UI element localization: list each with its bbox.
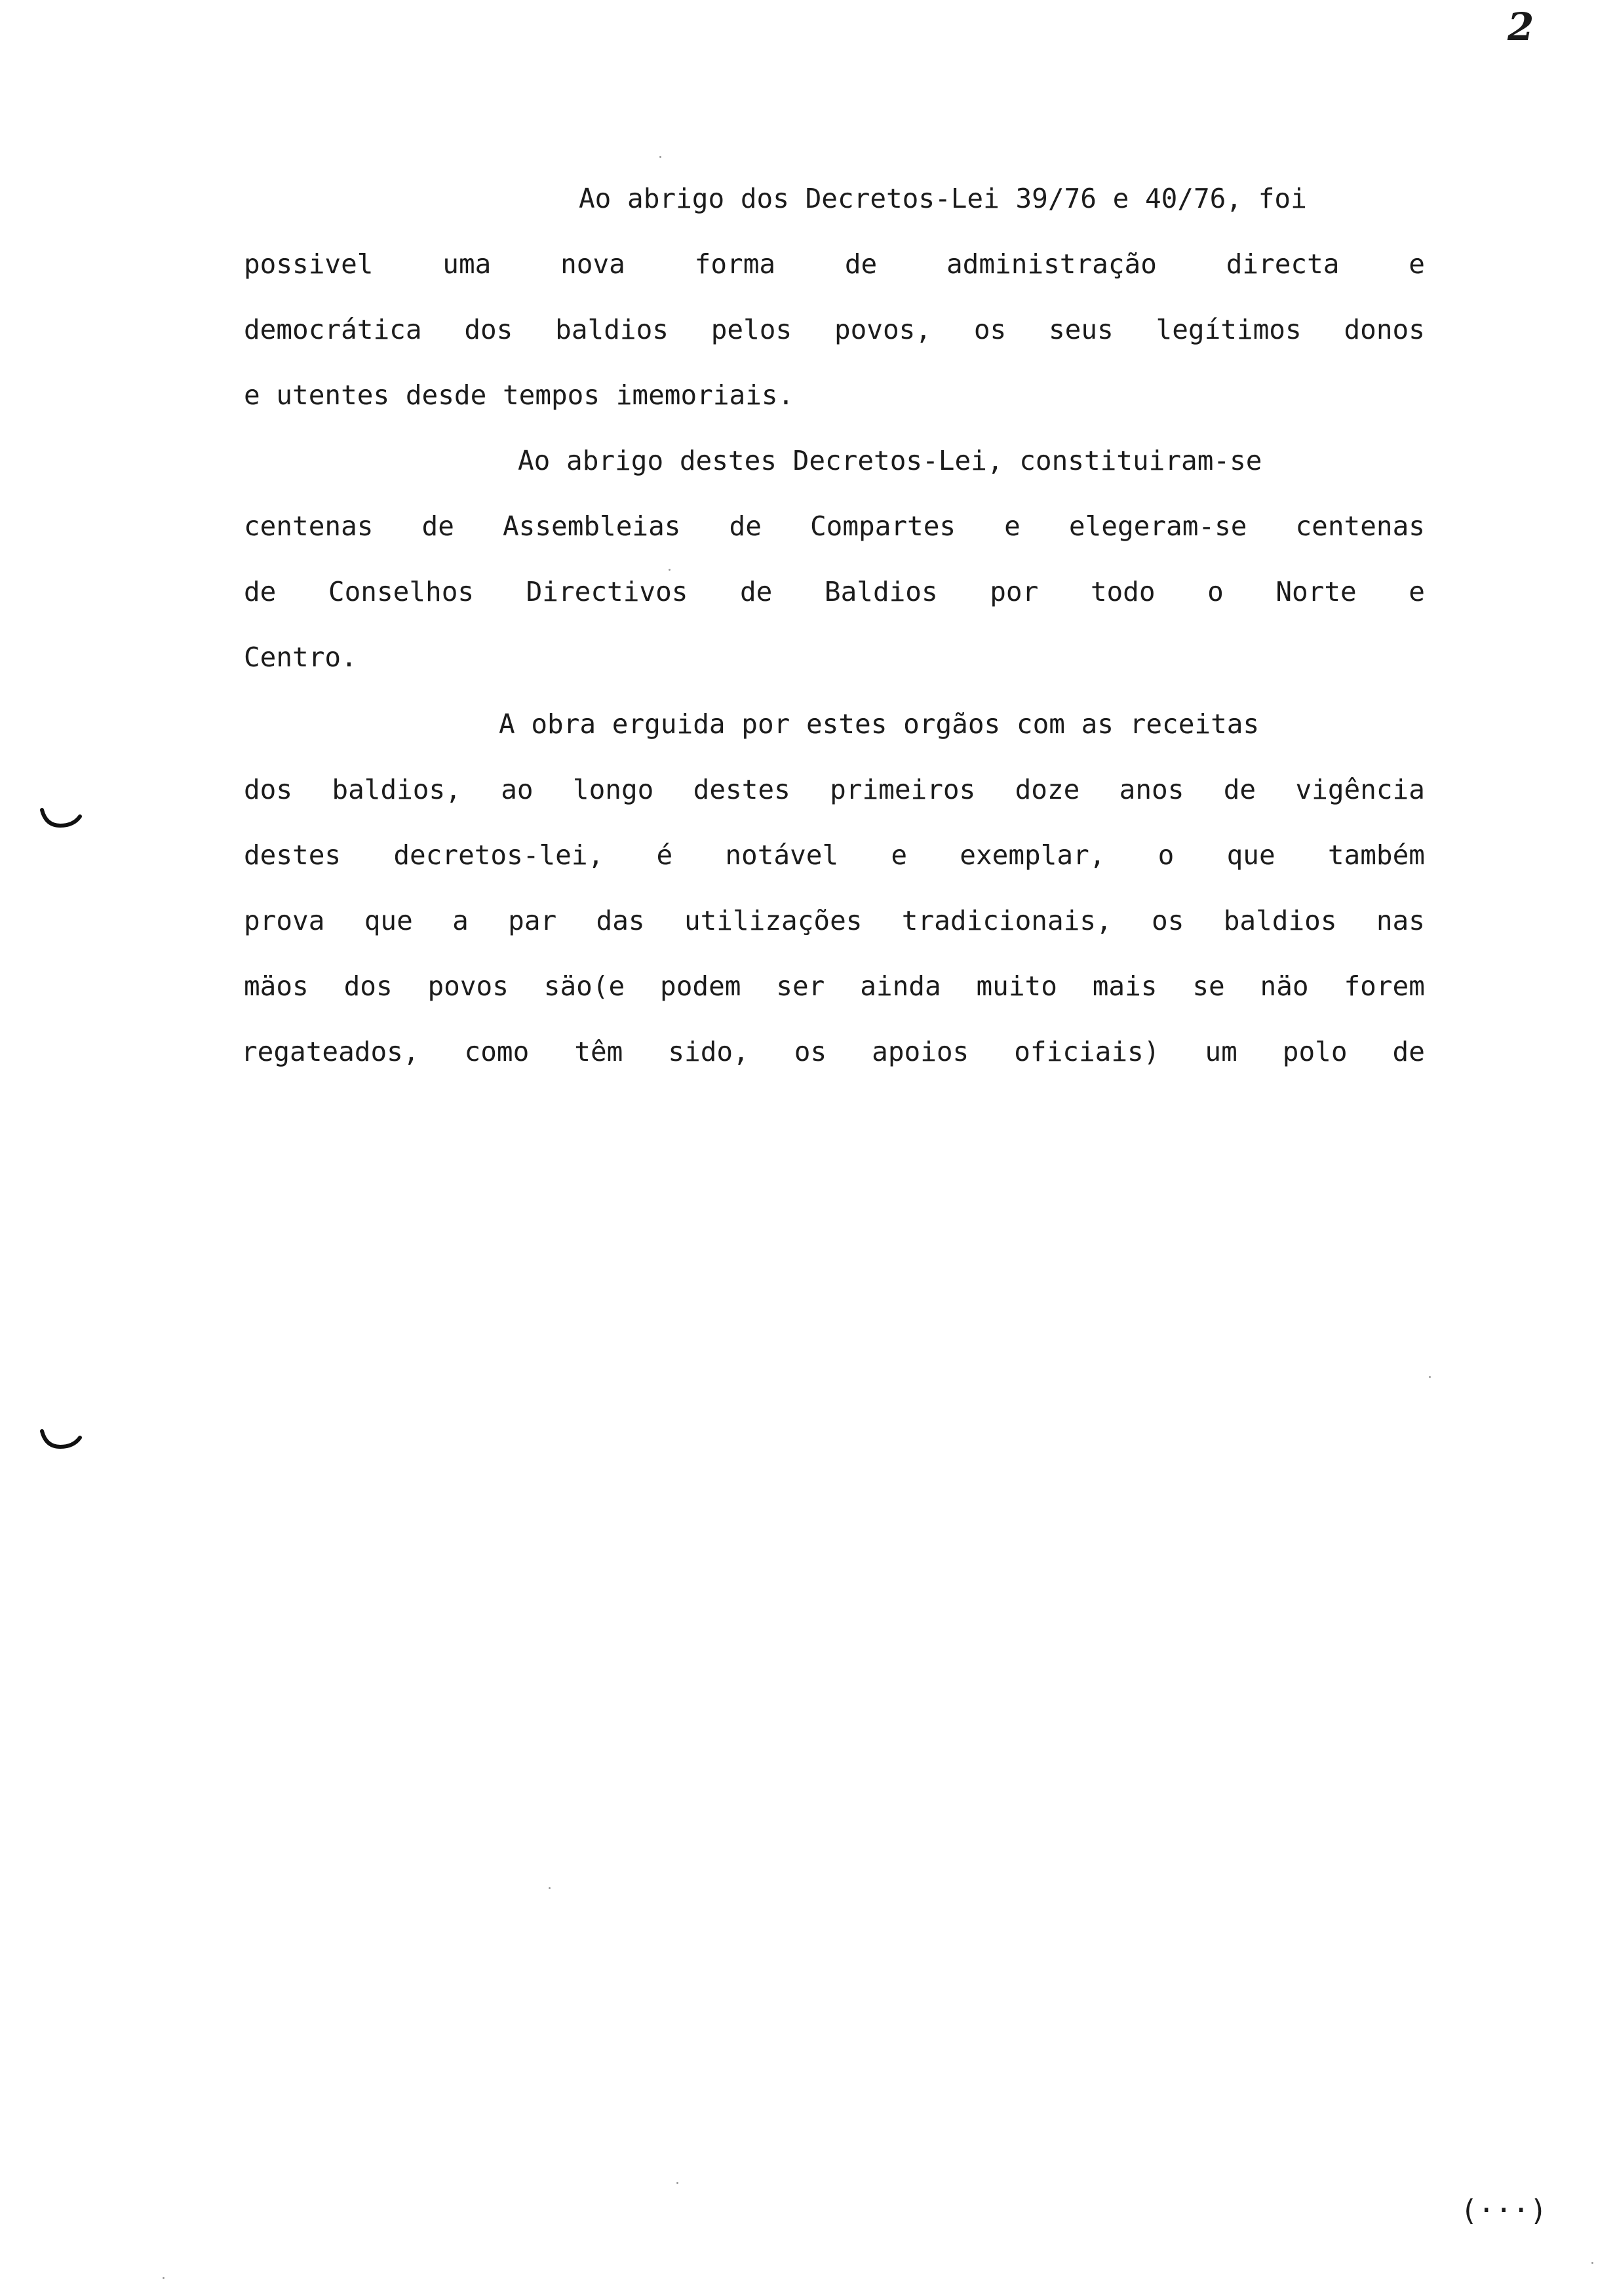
word: que xyxy=(364,905,413,936)
word: povos, xyxy=(834,314,932,345)
word: mais xyxy=(1092,970,1158,1002)
word: como xyxy=(464,1036,530,1067)
scan-speck xyxy=(659,156,661,158)
word: primeiros xyxy=(830,774,976,805)
word: utilizações xyxy=(684,905,863,936)
word: que xyxy=(1226,839,1275,871)
punch-hole-mark-bottom xyxy=(38,1427,84,1453)
word: longo xyxy=(572,774,654,805)
word: o xyxy=(1207,576,1224,607)
word: o xyxy=(1158,839,1175,871)
paragraph-1-line-2 xyxy=(244,244,1425,284)
word: nas xyxy=(1376,905,1425,936)
paragraph-1-line-3 xyxy=(244,310,1425,349)
word: nova xyxy=(560,248,625,280)
word: Conselhos xyxy=(328,576,475,607)
word: Baldios xyxy=(824,576,938,607)
word: ao xyxy=(501,774,534,805)
paragraph-3-line-1: A obra erguida por estes orgãos com as receitas xyxy=(499,708,1260,740)
word: das xyxy=(596,905,645,936)
scan-speck xyxy=(549,1887,551,1889)
word: todo xyxy=(1090,576,1156,607)
word: baldios, xyxy=(332,774,461,805)
paragraph-3-line-5 xyxy=(244,966,1425,1006)
word: democrática xyxy=(244,314,422,345)
word: Directivos xyxy=(526,576,688,607)
word: a xyxy=(452,905,469,936)
word: exemplar, xyxy=(960,839,1106,871)
word: também xyxy=(1327,839,1425,871)
word: Assembleias xyxy=(502,510,681,542)
word: de xyxy=(1392,1036,1425,1067)
scan-speck xyxy=(676,2182,678,2184)
word: de xyxy=(739,576,773,607)
word: elegeram-se xyxy=(1068,510,1247,542)
word: Norte xyxy=(1275,576,1357,607)
word: de xyxy=(844,248,878,280)
word: doze xyxy=(1015,774,1080,805)
word: prova xyxy=(244,905,325,936)
word: donos xyxy=(1344,314,1425,345)
word: regateados, xyxy=(241,1036,419,1067)
word: näo xyxy=(1260,970,1309,1002)
word: notável xyxy=(725,839,839,871)
word: um xyxy=(1205,1036,1237,1067)
word: podem xyxy=(660,970,741,1002)
word: ainda xyxy=(860,970,941,1002)
word: destes xyxy=(244,839,341,871)
word: par xyxy=(508,905,557,936)
word: povos xyxy=(427,970,509,1002)
paragraph-1-line-1: Ao abrigo dos Decretos-Lei 39/76 e 40/76, foi xyxy=(579,183,1307,214)
word: os xyxy=(794,1036,827,1067)
word: forma xyxy=(694,248,776,280)
word: seus xyxy=(1048,314,1114,345)
word: säo(e xyxy=(543,970,625,1002)
paragraph-1-line-4: e utentes desde tempos imemoriais. xyxy=(244,379,794,411)
word: muito xyxy=(976,970,1057,1002)
word: de xyxy=(1223,774,1256,805)
word: decretos-lei, xyxy=(393,839,604,871)
continued-marker: (···) xyxy=(1460,2194,1547,2227)
paragraph-3-line-2 xyxy=(244,770,1425,809)
word: os xyxy=(973,314,1007,345)
word: Compartes xyxy=(809,510,956,542)
word: de xyxy=(729,510,762,542)
paragraph-3-line-6 xyxy=(241,1032,1425,1071)
paragraph-2-line-1: Ao abrigo destes Decretos-Lei, constituiram-se xyxy=(518,445,1262,476)
word: os xyxy=(1152,905,1184,936)
word: centenas xyxy=(244,510,374,542)
scan-speck xyxy=(1429,1376,1431,1378)
word: e xyxy=(891,839,908,871)
word: de xyxy=(421,510,454,542)
word: baldios xyxy=(555,314,669,345)
word: administração xyxy=(946,248,1157,280)
word: baldios xyxy=(1223,905,1337,936)
page-number: 2 xyxy=(1508,5,1534,49)
word: vigência xyxy=(1295,774,1425,805)
word: anos xyxy=(1119,774,1184,805)
paragraph-2-line-4: Centro. xyxy=(244,641,357,673)
word: é xyxy=(656,839,673,871)
word: pelos xyxy=(710,314,792,345)
paragraph-2-line-2 xyxy=(244,507,1425,546)
word: dos xyxy=(343,970,393,1002)
word: directa xyxy=(1226,248,1340,280)
paragraph-3-line-3 xyxy=(244,835,1425,875)
word: têm xyxy=(574,1036,623,1067)
word: por xyxy=(990,576,1039,607)
word: dos xyxy=(244,774,293,805)
word: se xyxy=(1192,970,1225,1002)
word: polo xyxy=(1282,1036,1348,1067)
word: oficiais) xyxy=(1014,1036,1160,1067)
word: dos xyxy=(464,314,513,345)
word: forem xyxy=(1344,970,1425,1002)
paragraph-2-line-3 xyxy=(244,572,1425,611)
word: mäos xyxy=(244,970,309,1002)
paragraph-3-line-4 xyxy=(244,901,1425,940)
word: possivel xyxy=(244,248,374,280)
word: ser xyxy=(776,970,825,1002)
word: sido, xyxy=(668,1036,749,1067)
word: e xyxy=(1004,510,1021,542)
scan-speck xyxy=(1591,2262,1593,2264)
scan-speck xyxy=(163,2277,165,2279)
scan-speck xyxy=(669,569,671,571)
word: de xyxy=(244,576,277,607)
word: apoios xyxy=(872,1036,969,1067)
word: destes xyxy=(693,774,790,805)
word: e xyxy=(1409,248,1425,280)
word: centenas xyxy=(1295,510,1425,542)
word: uma xyxy=(442,248,492,280)
word: tradicionais, xyxy=(901,905,1112,936)
word: legítimos xyxy=(1156,314,1302,345)
word: e xyxy=(1409,576,1425,607)
punch-hole-mark-top xyxy=(38,806,84,832)
